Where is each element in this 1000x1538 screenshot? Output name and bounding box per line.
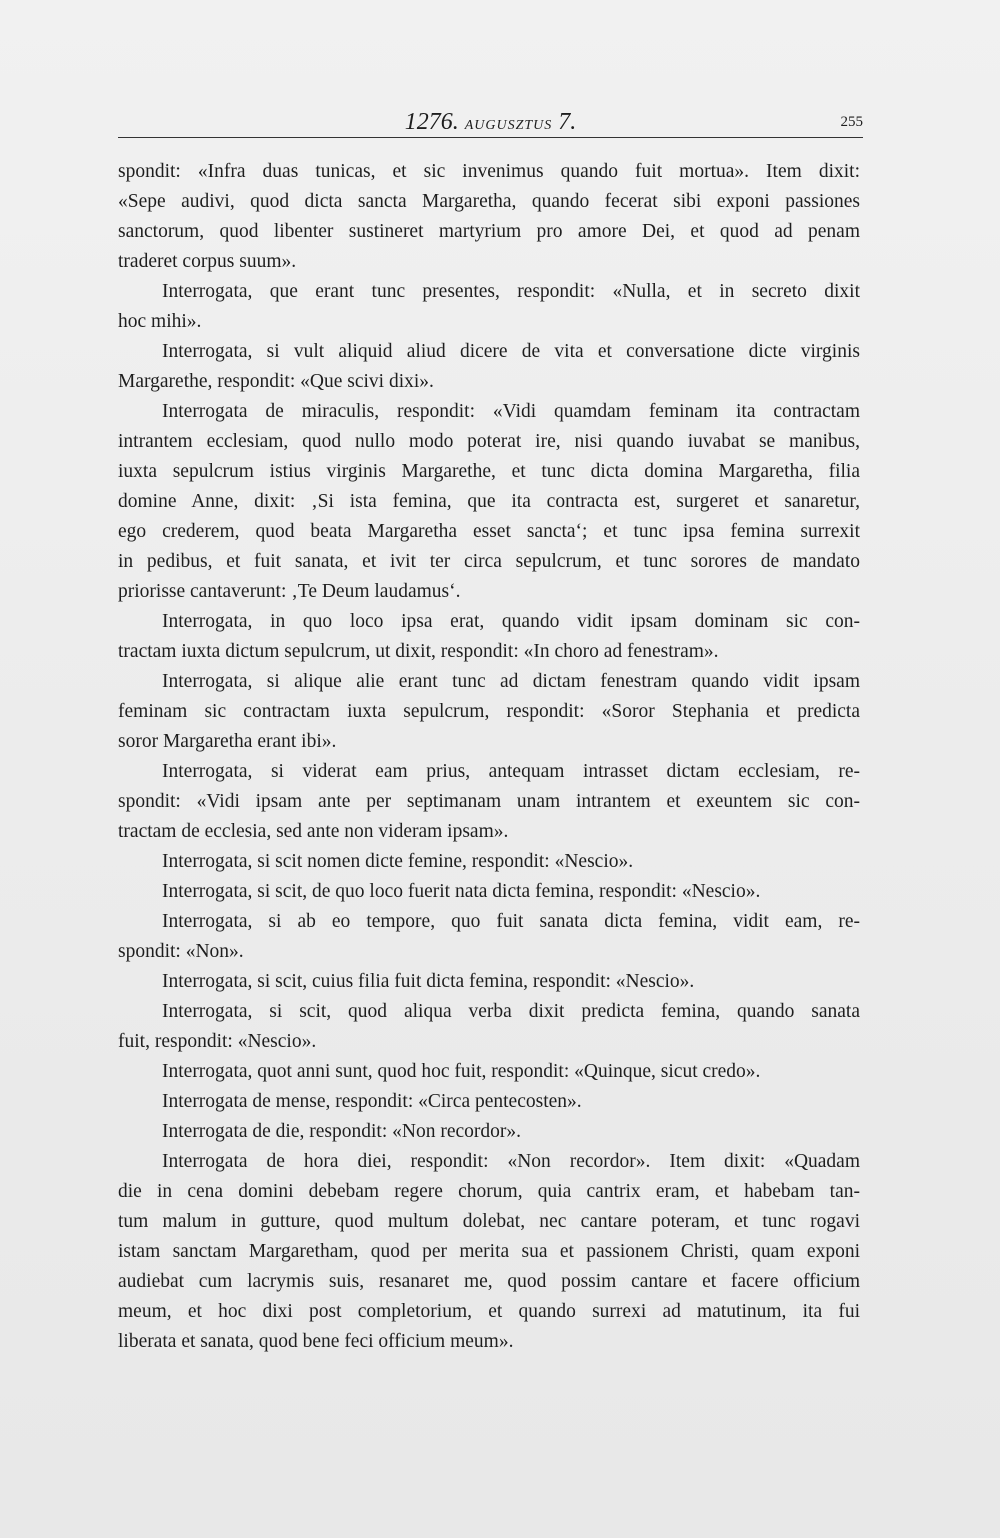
- header-rule: [118, 137, 863, 138]
- text-line: Interrogata, que erant tunc presentes, respondit: «Nulla, et in secreto dixit: [162, 281, 860, 302]
- page-number: 255: [840, 114, 863, 130]
- text-line: fuit, respondit: «Nescio».: [118, 1031, 317, 1052]
- text-line: spondit: «Infra duas tunicas, et sic invenimus quando fuit mortua». Item dixit:: [118, 161, 860, 182]
- text-line: tum malum in gutture, quod multum dolebat, nec cantare poteram, et tunc rogavi: [118, 1211, 860, 1232]
- text-line: spondit: «Vidi ipsam ante per septimanam unam intrantem et exeuntem sic con-: [118, 791, 860, 812]
- text-line: Interrogata, si ab eo tempore, quo fuit sanata dicta femina, vidit eam, re-: [162, 911, 860, 932]
- text-line: audiebat cum lacrymis suis, resanaret me, quod possim cantare et facere officium: [118, 1271, 860, 1292]
- text-line: Margarethe, respondit: «Que scivi dixi».: [118, 371, 434, 392]
- header-month: AUGUSZTUS: [464, 118, 553, 133]
- text-line: Interrogata, si scit, de quo loco fuerit nata dicta femina, respondit: «Nescio».: [162, 881, 761, 902]
- text-line: meum, et hoc dixi post completorium, et quando surrexi ad matutinum, ita fui: [118, 1301, 860, 1322]
- text-line: «Sepe audivi, quod dicta sancta Margaretha, quando fecerat sibi exponi passiones: [118, 191, 860, 212]
- text-line: Interrogata, si alique alie erant tunc ad dictam fenestram quando vidit ipsam: [162, 671, 860, 692]
- text-line: intrantem ecclesiam, quod nullo modo poterat ire, nisi quando iuvabat se manibus,: [118, 431, 860, 452]
- running-header: [118, 108, 863, 142]
- text-line: Interrogata, si scit, quod aliqua verba dixit predicta femina, quando sanata: [162, 1001, 860, 1022]
- text-line: domine Anne, dixit: ‚Si ista femina, que ita contracta est, surgeret et sanaretur,: [118, 491, 860, 512]
- text-line: ego crederem, quod beata Margaretha esset sancta‘; et tunc ipsa femina surrexit: [118, 521, 860, 542]
- header-year: 1276.: [404, 109, 459, 135]
- text-line: Interrogata, quot anni sunt, quod hoc fuit, respondit: «Quinque, sicut credo».: [162, 1061, 761, 1082]
- text-line: tractam de ecclesia, sed ante non videram ipsam».: [118, 821, 509, 842]
- text-line: spondit: «Non».: [118, 941, 244, 962]
- body-text: [118, 157, 860, 1357]
- text-line: liberata et sanata, quod bene feci officium meum».: [118, 1331, 514, 1352]
- text-line: feminam sic contractam iuxta sepulcrum, respondit: «Soror Stephania et predicta: [118, 701, 860, 722]
- text-line: sanctorum, quod libenter sustineret martyrium pro amore Dei, et quod ad penam: [118, 221, 860, 242]
- text-line: tractam iuxta dictum sepulcrum, ut dixit, respondit: «In choro ad fenestram».: [118, 641, 719, 662]
- text-line: Interrogata de hora diei, respondit: «Non recordor». Item dixit: «Quadam: [162, 1151, 860, 1172]
- header-day: 7.: [558, 109, 577, 135]
- text-line: istam sanctam Margaretham, quod per merita sua et passionem Christi, quam exponi: [118, 1241, 860, 1262]
- text-line: in pedibus, et fuit sanata, et ivit ter circa sepulcrum, et tunc sorores de mandato: [118, 551, 860, 572]
- text-line: Interrogata de mense, respondit: «Circa pentecosten».: [162, 1091, 582, 1112]
- text-line: Interrogata, in quo loco ipsa erat, quando vidit ipsam dominam sic con-: [162, 611, 860, 632]
- text-line: Interrogata, si viderat eam prius, antequam intrasset dictam ecclesiam, re-: [162, 761, 860, 782]
- text-line: Interrogata de die, respondit: «Non recordor».: [162, 1121, 521, 1142]
- text-line: hoc mihi».: [118, 311, 202, 332]
- text-line: Interrogata, si vult aliquid aliud dicere de vita et conversatione dicte virginis: [162, 341, 860, 362]
- text-line: soror Margaretha erant ibi».: [118, 731, 337, 752]
- text-line: iuxta sepulcrum istius virginis Margarethe, et tunc dicta domina Margaretha, filia: [118, 461, 860, 482]
- text-line: die in cena domini debebam regere chorum, quia cantrix eram, et habebam tan-: [118, 1181, 860, 1202]
- text-line: Interrogata de miraculis, respondit: «Vidi quamdam feminam ita contractam: [162, 401, 860, 422]
- header-title: [118, 108, 863, 140]
- text-line: traderet corpus suum».: [118, 251, 297, 272]
- text-line: Interrogata, si scit nomen dicte femine, respondit: «Nescio».: [162, 851, 634, 872]
- text-line: Interrogata, si scit, cuius filia fuit dicta femina, respondit: «Nescio».: [162, 971, 695, 992]
- text-line: priorisse cantaverunt: ‚Te Deum laudamus‘.: [118, 581, 461, 602]
